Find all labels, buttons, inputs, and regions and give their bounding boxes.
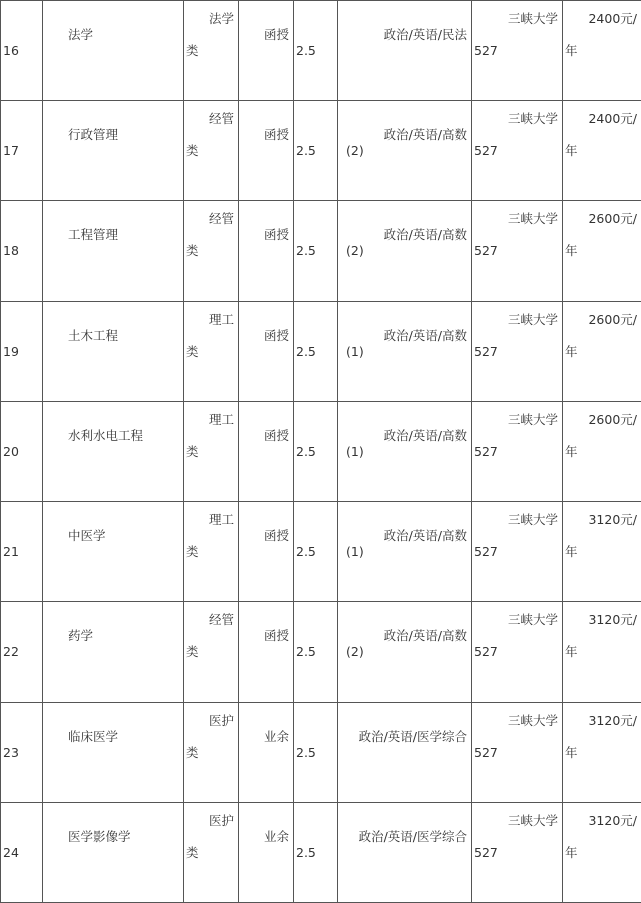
category-suffix: 类	[186, 43, 199, 58]
major-cell	[43, 301, 184, 401]
school-code: 527	[474, 243, 498, 259]
major-name: 医学影像学	[68, 828, 131, 844]
no-cell	[1, 101, 43, 201]
category-text: 理工	[208, 512, 234, 528]
school-cell	[472, 101, 563, 201]
school-cell	[472, 602, 563, 702]
mode-cell	[239, 1, 294, 101]
category-suffix: 类	[186, 744, 199, 760]
major-cell	[43, 401, 184, 501]
category-suffix: 类	[186, 544, 199, 560]
table-row	[1, 602, 641, 702]
exam-subjects-suffix: (2)	[346, 143, 364, 159]
exam-cell	[338, 201, 472, 301]
school-code: 527	[474, 844, 498, 860]
exam-subjects: 政治/英语/医学综合	[358, 828, 467, 844]
study-years: 2.5	[296, 544, 316, 560]
exam-cell	[338, 1, 472, 101]
major-cell	[43, 1, 184, 101]
row-number: 16	[3, 43, 19, 58]
fee-cell	[563, 201, 641, 301]
school-name: 三峡大学	[507, 311, 558, 327]
exam-subjects-suffix: (2)	[346, 644, 364, 660]
school-name: 三峡大学	[507, 211, 558, 227]
tuition-fee: 2400元/	[588, 11, 637, 26]
tuition-fee: 3120元/	[588, 712, 637, 728]
exam-cell	[338, 101, 472, 201]
category-suffix: 类	[186, 243, 199, 259]
no-cell	[1, 301, 43, 401]
table-row	[1, 201, 641, 301]
school-cell	[472, 201, 563, 301]
study-mode: 函授	[263, 127, 289, 143]
fee-cell	[563, 602, 641, 702]
major-name: 法学	[68, 27, 94, 42]
no-cell	[1, 502, 43, 602]
category-text: 医护	[208, 812, 234, 828]
fee-cell	[563, 1, 641, 101]
fee-cell	[563, 802, 641, 902]
school-name: 三峡大学	[507, 111, 558, 127]
category-suffix: 类	[186, 143, 199, 159]
table-row	[1, 101, 641, 201]
tuition-fee: 2600元/	[588, 311, 637, 327]
row-number: 24	[3, 844, 19, 860]
exam-subjects: 政治/英语/高数	[383, 127, 467, 143]
tuition-unit: 年	[565, 243, 578, 259]
school-code: 527	[474, 744, 498, 760]
exam-subjects: 政治/英语/医学综合	[358, 728, 467, 744]
row-number: 23	[3, 744, 19, 760]
exam-subjects: 政治/英语/高数	[383, 427, 467, 443]
category-text: 经管	[208, 111, 234, 127]
school-name: 三峡大学	[507, 812, 558, 828]
category-cell	[184, 301, 239, 401]
study-mode: 函授	[263, 427, 289, 443]
school-cell	[472, 502, 563, 602]
tuition-fee: 3120元/	[588, 812, 637, 828]
tuition-fee: 3120元/	[588, 512, 637, 528]
mode-cell	[239, 602, 294, 702]
no-cell	[1, 401, 43, 501]
mode-cell	[239, 702, 294, 802]
table-row	[1, 502, 641, 602]
study-mode: 业余	[263, 828, 289, 844]
major-name: 临床医学	[68, 728, 119, 744]
years-cell	[294, 101, 338, 201]
study-years: 2.5	[296, 243, 316, 259]
study-years: 2.5	[296, 343, 316, 359]
tuition-fee: 2400元/	[588, 111, 637, 127]
study-mode: 函授	[263, 628, 289, 644]
school-name: 三峡大学	[507, 512, 558, 528]
tuition-unit: 年	[565, 43, 578, 58]
major-cell	[43, 101, 184, 201]
exam-subjects-suffix: (1)	[346, 443, 364, 459]
study-mode: 函授	[263, 227, 289, 243]
study-years: 2.5	[296, 43, 316, 58]
study-years: 2.5	[296, 844, 316, 860]
years-cell	[294, 602, 338, 702]
table-row	[1, 401, 641, 501]
tuition-fee: 2600元/	[588, 211, 637, 227]
mode-cell	[239, 201, 294, 301]
school-name: 三峡大学	[507, 712, 558, 728]
table-row	[1, 1, 641, 101]
category-suffix: 类	[186, 844, 199, 860]
fee-cell	[563, 401, 641, 501]
exam-subjects-suffix: (2)	[346, 243, 364, 259]
exam-cell	[338, 401, 472, 501]
major-cell	[43, 602, 184, 702]
school-code: 527	[474, 443, 498, 459]
row-number: 18	[3, 243, 19, 259]
major-name: 药学	[68, 628, 94, 644]
school-cell	[472, 1, 563, 101]
no-cell	[1, 602, 43, 702]
study-mode: 函授	[263, 528, 289, 544]
exam-cell	[338, 301, 472, 401]
school-cell	[472, 401, 563, 501]
row-number: 22	[3, 644, 19, 660]
years-cell	[294, 401, 338, 501]
major-name: 水利水电工程	[68, 427, 144, 443]
years-cell	[294, 702, 338, 802]
tuition-unit: 年	[565, 544, 578, 560]
major-cell	[43, 502, 184, 602]
study-years: 2.5	[296, 744, 316, 760]
tuition-unit: 年	[565, 443, 578, 459]
tuition-unit: 年	[565, 343, 578, 359]
exam-subjects: 政治/英语/高数	[383, 628, 467, 644]
table-row	[1, 301, 641, 401]
row-number: 20	[3, 443, 19, 459]
no-cell	[1, 1, 43, 101]
mode-cell	[239, 101, 294, 201]
exam-subjects: 政治/英语/高数	[383, 327, 467, 343]
study-years: 2.5	[296, 443, 316, 459]
exam-subjects-suffix: (1)	[346, 544, 364, 560]
table-body	[1, 1, 641, 903]
fee-cell	[563, 301, 641, 401]
study-years: 2.5	[296, 143, 316, 159]
major-name: 中医学	[68, 528, 106, 544]
school-name: 三峡大学	[507, 411, 558, 427]
school-code: 527	[474, 343, 498, 359]
row-number: 17	[3, 143, 19, 159]
school-code: 527	[474, 143, 498, 159]
school-code: 527	[474, 544, 498, 560]
table-row	[1, 702, 641, 802]
years-cell	[294, 201, 338, 301]
tuition-fee: 3120元/	[588, 612, 637, 628]
category-cell	[184, 602, 239, 702]
school-code: 527	[474, 43, 498, 58]
category-suffix: 类	[186, 644, 199, 660]
mode-cell	[239, 301, 294, 401]
tuition-fee: 2600元/	[588, 411, 637, 427]
school-name: 三峡大学	[507, 11, 558, 26]
exam-subjects: 政治/英语/高数	[383, 227, 467, 243]
major-cell	[43, 802, 184, 902]
category-text: 医护	[208, 712, 234, 728]
exam-cell	[338, 802, 472, 902]
school-code: 527	[474, 644, 498, 660]
exam-cell	[338, 502, 472, 602]
years-cell	[294, 301, 338, 401]
fee-cell	[563, 101, 641, 201]
fee-cell	[563, 702, 641, 802]
category-cell	[184, 702, 239, 802]
no-cell	[1, 702, 43, 802]
major-name: 工程管理	[68, 227, 119, 243]
category-text: 经管	[208, 211, 234, 227]
study-mode: 函授	[263, 27, 289, 42]
tuition-unit: 年	[565, 644, 578, 660]
category-cell	[184, 201, 239, 301]
category-cell	[184, 502, 239, 602]
exam-subjects-suffix: (1)	[346, 343, 364, 359]
category-text: 理工	[208, 311, 234, 327]
school-cell	[472, 802, 563, 902]
row-number: 19	[3, 343, 19, 359]
exam-cell	[338, 702, 472, 802]
tuition-unit: 年	[565, 844, 578, 860]
tuition-unit: 年	[565, 744, 578, 760]
school-name: 三峡大学	[507, 612, 558, 628]
fee-cell	[563, 502, 641, 602]
major-cell	[43, 702, 184, 802]
row-number: 21	[3, 544, 19, 560]
no-cell	[1, 802, 43, 902]
tuition-unit: 年	[565, 143, 578, 159]
category-cell	[184, 401, 239, 501]
years-cell	[294, 502, 338, 602]
study-years: 2.5	[296, 644, 316, 660]
category-text: 法学	[208, 11, 234, 26]
mode-cell	[239, 502, 294, 602]
years-cell	[294, 1, 338, 101]
table-row	[1, 802, 641, 902]
major-name: 土木工程	[68, 327, 119, 343]
mode-cell	[239, 401, 294, 501]
category-suffix: 类	[186, 443, 199, 459]
category-cell	[184, 101, 239, 201]
category-text: 理工	[208, 411, 234, 427]
category-text: 经管	[208, 612, 234, 628]
mode-cell	[239, 802, 294, 902]
major-cell	[43, 201, 184, 301]
study-mode: 业余	[263, 728, 289, 744]
exam-subjects: 政治/英语/高数	[383, 528, 467, 544]
school-cell	[472, 301, 563, 401]
exam-cell	[338, 602, 472, 702]
category-cell	[184, 802, 239, 902]
category-suffix: 类	[186, 343, 199, 359]
no-cell	[1, 201, 43, 301]
study-mode: 函授	[263, 327, 289, 343]
exam-subjects: 政治/英语/民法	[383, 27, 467, 42]
years-cell	[294, 802, 338, 902]
major-name: 行政管理	[68, 127, 119, 143]
category-cell	[184, 1, 239, 101]
school-cell	[472, 702, 563, 802]
